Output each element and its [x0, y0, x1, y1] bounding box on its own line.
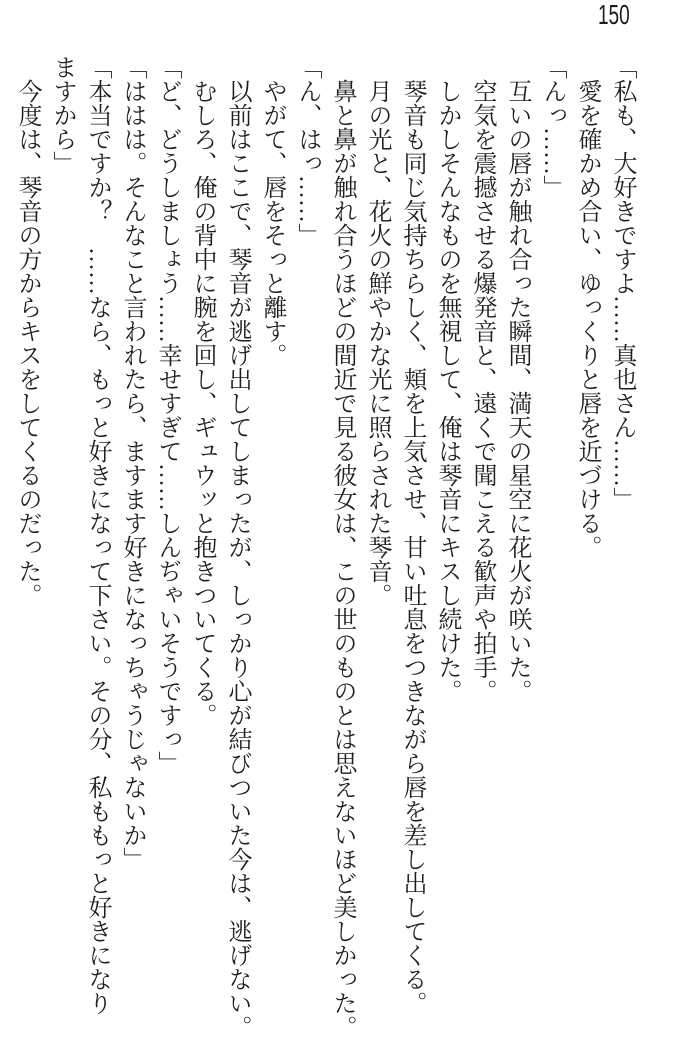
page-number: 150: [598, 0, 630, 30]
paragraph: 「私も、大好きですよ……真也さん……」: [609, 55, 635, 511]
paragraph: 愛を確かめ合い、ゆっくりと唇を近づける。: [574, 79, 600, 559]
paragraph: やがて、唇をそっと離す。: [259, 79, 285, 367]
paragraph: 「んっ……」: [539, 55, 565, 199]
paragraph: むしろ、俺の背中に腕を回し、ギュウッと抱きついてくる。: [189, 79, 215, 727]
paragraph: 「ど、どうしましょう……幸せすぎて……しんぢゃいそうですっ」: [154, 55, 180, 775]
vertical-text-block: [9, 55, 639, 1039]
paragraph: 今度は、琴音の方からキスをしてくるのだった。: [14, 79, 40, 607]
paragraph: 互いの唇が触れ合った瞬間、満天の星空に花火が咲いた。: [504, 79, 530, 703]
paragraph: 空気を震撼させる爆発音と、遠くで聞こえる歓声や拍手。: [469, 79, 495, 703]
paragraph: 「ははは。そんなこと言われたら、ますます好きになっちゃうじゃないか」: [119, 55, 145, 871]
paragraph: 琴音も同じ気持ちらしく、頬を上気させ、甘い吐息をつきながら唇を差し出してくる。: [399, 79, 425, 1015]
paragraph: 以前はここで、琴音が逃げ出してしまったが、しっかり心が結びついた今は、逃げない。: [224, 79, 250, 1039]
paragraph: 鼻と鼻が触れ合うほどの間近で見る彼女は、この世のものとは思えないほど美しかった。: [329, 79, 355, 1039]
paragraph: しかしそんなものを無視して、俺は琴音にキスし続けた。: [434, 79, 460, 703]
paragraph: 月の光と、花火の鮮やかな光に照らされた琴音。: [364, 79, 390, 607]
paragraph: 「本当ですか？ ……なら、もっと好きになって下さい。その分、私ももっと好きになりますから」: [49, 55, 110, 1015]
paragraph: 「ん、はっ……」: [294, 55, 320, 247]
